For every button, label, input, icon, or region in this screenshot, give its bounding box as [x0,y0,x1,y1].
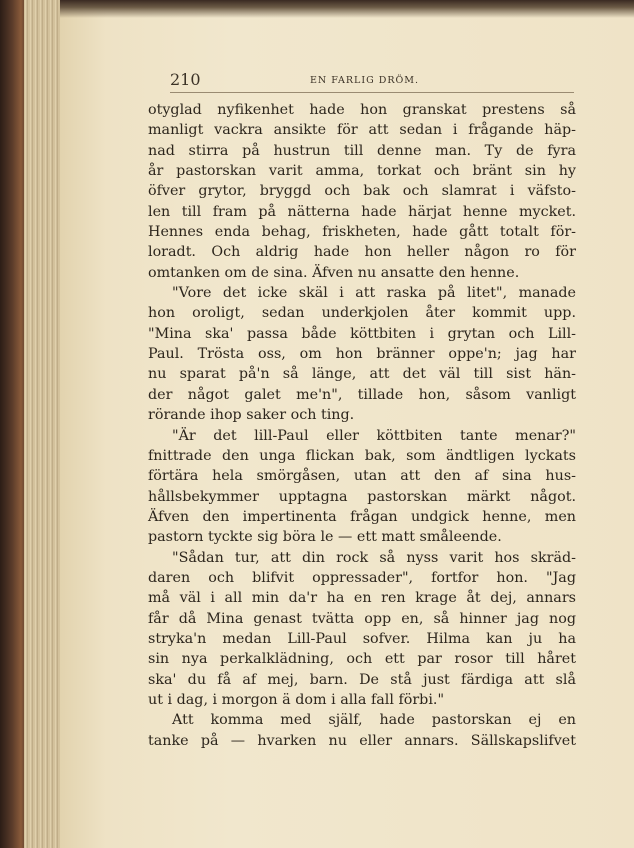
text-line: "Sådan tur, att din rock så nyss varit hos skräd- [172,549,576,566]
text-line: tanke på — hvarken nu eller annars. Sällskapslifvet [148,732,576,749]
text-line: Att komma med själf, hade pastorskan ej en [172,712,576,729]
text-line: Äfven den impertinenta frågan undgick henne, men [148,508,576,525]
text-line: får då Mina genast tvätta opp en, så hinner jag nog [148,610,576,627]
running-head: EN FARLIG DRÖM. [310,75,420,86]
text-line: daren och blifvit oppressader", fortfor hon. "Jag [148,569,576,586]
text-line: stryka'n medan Lill-Paul sofver. Hilma kan ju ha [148,630,576,647]
text-line: fnittrade den unga flickan bak, som ändtligen lyckats [148,447,576,464]
text-line: loradt. Och aldrig hade hon heller någon ro för [148,244,576,261]
page-number: 210 [170,70,201,89]
text-line: nad stirra på hustrun till denne man. Ty de fyra [148,142,576,159]
text-line: år pastorskan varit amma, torkat och bränt sin hy [148,163,576,180]
text-line: må väl i all min da'r ha en ren krage åt dej, annars [148,590,576,607]
text-line: "Vore det icke skäl i att raska på litet", manade [172,285,576,302]
text-line: ut i dag, i morgon ä dom i alla fall förbi." [148,691,445,708]
text-line: "Mina ska' passa både köttbiten i grytan och Lill- [148,325,576,342]
text-line: öfver grytor, bryggd och bak och slamrat i väfsto- [148,183,576,200]
text-line: förtära hela smörgåsen, utan att den af sina hus- [148,468,576,485]
text-line: hållsbekymmer upptagna pastorskan märkt något. [148,488,576,505]
text-line: len till fram på nätterna hade härjat henne mycket. [148,203,576,220]
text-line: Paul. Trösta oss, om hon bränner oppe'n; jag har [148,346,576,363]
text-line: "Är det lill-Paul eller köttbiten tante menar?" [172,427,576,444]
text-line: nu sparat på'n så länge, att det väl till sist hän- [148,366,576,383]
text-line: manligt vackra ansikte för att sedan i frågande häp- [148,122,576,139]
text-line: rörande ihop saker och ting. [148,407,355,424]
text-line: der något galet me'n", tillade hon, såsom vanligt [148,386,576,403]
text-line: pastorn tyckte sig böra le — ett matt småleende. [148,529,502,546]
text-line: hon oroligt, sedan underkjolen åter kommit upp. [148,305,576,322]
top-shadow [60,0,634,18]
text-line: sin nya perkalklädning, och ett par rosor till håret [148,651,576,668]
body-text [148,100,576,751]
header-rule [170,92,574,93]
page-header [150,68,574,96]
text-line: Hennes enda behag, friskheten, hade gått totalt för- [148,224,576,241]
text-line: omtanken om de sina. Äfven nu ansatte den henne. [148,264,520,281]
text-line: ska' du få af mej, barn. De stå just färdiga att slå [148,671,576,688]
text-line: otyglad nyfikenhet hade hon granskat prestens så [148,102,576,118]
